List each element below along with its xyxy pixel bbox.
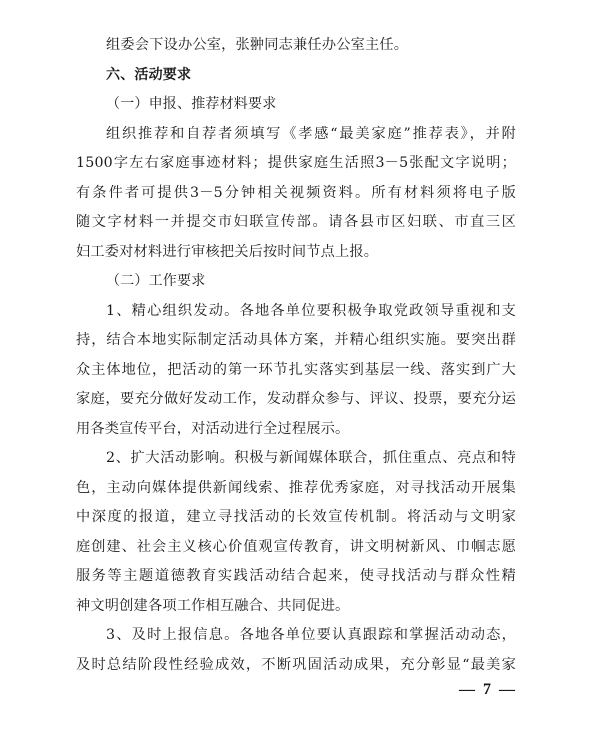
paragraph-line: 妇工委对材料进行审核把关后按时间节点上报。: [76, 243, 379, 260]
paragraph-line: 及时总结阶段性经验成效，不断巩固活动成果，充分彰显“最美家: [76, 656, 516, 673]
page-number: — 7 —: [459, 681, 517, 698]
subsection-heading: （一）申报、推荐材料要求: [106, 96, 277, 112]
paragraph-line: 众主体地位，把活动的第一环节扎实落实到基层一线、落实到广大: [76, 361, 516, 378]
document-body: [76, 31, 516, 680]
paragraph-line: 1500字左右家庭事迹材料；提供家庭生活照3－5张配文字说明；: [76, 155, 516, 171]
paragraph-line: 3、及时上报信息。各地各单位要认真跟踪和掌握活动动态，: [106, 627, 516, 643]
paragraph-line: 随文字材料一并提交市妇联宣传部。请各县市区妇联、市直三区: [76, 214, 516, 230]
paragraph-line: 组织推荐和自荐者须填写《孝感“最美家庭”推荐表》，并附: [106, 125, 516, 142]
paragraph-line: 持，结合本地实际制定活动具体方案，并精心组织实施。要突出群: [76, 332, 516, 348]
paragraph-line: 色，主动向媒体提供新闻线索、推荐优秀家庭，对寻找活动开展集: [76, 479, 516, 496]
paragraph-line: 2、扩大活动影响。积极与新闻媒体联合，抓住重点、亮点和特: [106, 450, 516, 466]
paragraph-line: 服务等主题道德教育实践活动结合起来，使寻找活动与群众性精: [76, 568, 516, 584]
section-heading: 六、活动要求: [106, 66, 192, 83]
paragraph-line: 神文明创建各项工作相互融合、共同促进。: [76, 597, 350, 614]
paragraph-line: 家庭，要充分做好发动工作，发动群众参与、评议、投票，要充分运: [76, 391, 516, 407]
paragraph-line: 1、精心组织发动。各地各单位要积极争取党政领导重视和支: [106, 302, 516, 319]
paragraph-line: 庭创建、社会主义核心价值观宣传教育，讲文明树新风、巾帼志愿: [76, 538, 516, 555]
paragraph-line: 有条件者可提供3－5分钟相关视频资料。所有材料须将电子版: [76, 184, 516, 201]
subsection-heading: （二）工作要求: [106, 273, 206, 289]
paragraph-line: 用各类宣传平台，对活动进行全过程展示。: [76, 420, 350, 437]
paragraph-line: 中深度的报道，建立寻找活动的长效宣传机制。将活动与文明家: [76, 509, 516, 525]
paragraph-line: 组委会下设办公室，张翀同志兼任办公室主任。: [106, 37, 409, 53]
